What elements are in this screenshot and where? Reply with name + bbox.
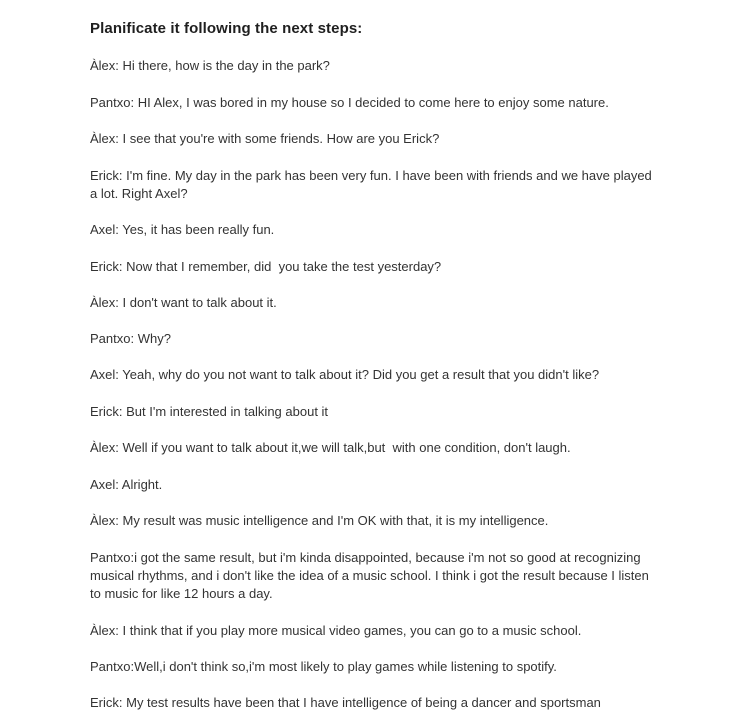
dialogue-line: Axel: Yeah, why do you not want to talk about it? Did you get a result that you didn't like? [90,367,600,382]
dialogue-line: Pantxo:Well,i don't think so,i'm most likely to play games while listening to spotify. [90,659,557,674]
dialogue-line: Erick: But I'm interested in talking about it [90,404,329,419]
dialogue-line: Erick: Now that I remember, did you take the test yesterday? [90,259,442,274]
dialogue-line: Erick: I'm fine. My day in the park has been very fun. I have been with friends and we have played a lot. Right Axel? [90,168,656,201]
dialogue-line: Àlex: I don't want to talk about it. [90,295,277,310]
dialogue-line: Erick: My test results have been that I have intelligence of being a dancer and sportsman [90,695,601,710]
document-heading: Planificate it following the next steps: [90,20,363,37]
dialogue-line: Axel: Yes, it has been really fun. [90,222,275,237]
dialogue-line: Pantxo: HI Alex, I was bored in my house so I decided to come here to enjoy some nature. [90,95,609,110]
dialogue-line: Pantxo:i got the same result, but i'm kinda disappointed, because i'm not so good at recognizing musical rhythms, and i don't like the idea of a music school. I think i got the result because I listen to music for like 12 hours a day. [90,550,653,601]
dialogue-line: Pantxo: Why? [90,331,171,346]
dialogue-line: Àlex: My result was music intelligence and I'm OK with that, it is my intelligence. [90,513,549,528]
dialogue-line: Àlex: I see that you're with some friends. How are you Erick? [90,131,440,146]
dialogue-line: Àlex: Well if you want to talk about it,we will talk,but with one condition, don't laugh. [90,440,571,455]
dialogue-line: Àlex: Hi there, how is the day in the park? [90,58,330,73]
dialogue-line: Àlex: I think that if you play more musical video games, you can go to a music school. [90,623,582,638]
dialogue-line: Axel: Alright. [90,477,163,492]
